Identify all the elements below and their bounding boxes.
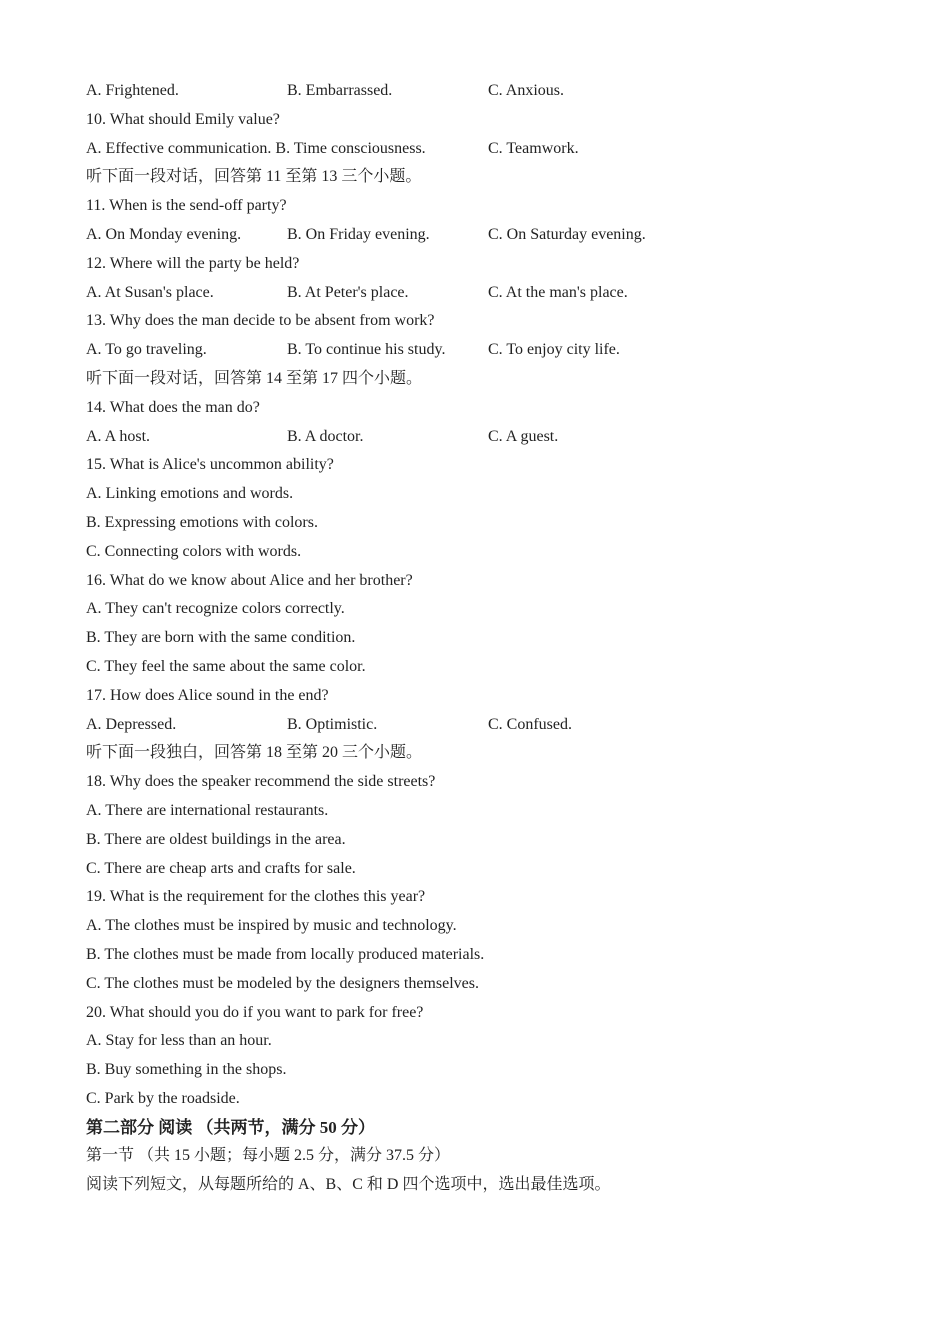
text-line: B. They are born with the same condition. <box>86 629 356 647</box>
text-line: B. Buy something in the shops. <box>86 1061 287 1079</box>
answer-options-row <box>86 221 906 250</box>
text-line: C. There are cheap arts and crafts for sale. <box>86 859 356 877</box>
text-line: A. The clothes must be inspired by music and technology. <box>86 917 457 935</box>
text-line: 20. What should you do if you want to park for free? <box>86 1003 424 1021</box>
text-line: 第一节 （共 15 小题；每小题 2.5 分，满分 37.5 分） <box>86 1147 451 1165</box>
text-line: A. They can't recognize colors correctly. <box>86 600 345 618</box>
option-c: C. Anxious. <box>488 82 565 99</box>
text-line: 16. What do we know about Alice and her brother? <box>86 571 413 589</box>
text-line: 19. What is the requirement for the clothes this year? <box>86 888 426 906</box>
option-a: A. A host. <box>86 427 151 445</box>
answer-options-row <box>86 336 906 365</box>
text-line: 听下面一段独白，回答第 18 至第 20 三个小题。 <box>86 744 423 762</box>
text-line: 阅读下列短文，从每题所给的 A、B、C 和 D 四个选项中，选出最佳选项。 <box>86 1176 611 1194</box>
option-a: A. Depressed. <box>86 715 177 733</box>
option-c: C. To enjoy city life. <box>488 341 620 359</box>
text-line: B. The clothes must be made from locally produced materials. <box>86 945 485 963</box>
option-a: A. At Susan's place. <box>86 283 214 301</box>
text-line: C. They feel the same about the same color. <box>86 657 366 675</box>
answer-options-row <box>86 135 906 164</box>
answer-options-row <box>86 711 906 740</box>
text-line: A. Linking emotions and words. <box>86 485 294 503</box>
option-b: B. A doctor. <box>287 427 364 445</box>
option-b: B. To continue his study. <box>287 341 446 359</box>
text-line: 12. Where will the party be held? <box>86 254 300 272</box>
text-line: 11. When is the send-off party? <box>86 197 287 215</box>
option-a: A. On Monday evening. <box>86 225 242 243</box>
text-line: B. Expressing emotions with colors. <box>86 513 318 531</box>
text-line: 13. Why does the man decide to be absent from work? <box>86 312 435 330</box>
text-line: 10. What should Emily value? <box>86 110 280 128</box>
text-line: 听下面一段对话，回答第 14 至第 17 四个小题。 <box>86 369 423 387</box>
text-line: 听下面一段对话，回答第 11 至第 13 三个小题。 <box>86 168 422 186</box>
text-line: B. There are oldest buildings in the area. <box>86 830 346 848</box>
option-b: B. On Friday evening. <box>287 225 430 243</box>
answer-options-row <box>86 423 906 452</box>
text-line: C. Connecting colors with words. <box>86 542 302 560</box>
option-b: B. Optimistic. <box>287 715 378 733</box>
document-page <box>86 77 906 1200</box>
option-c: C. A guest. <box>488 427 559 445</box>
text-line: A. Stay for less than an hour. <box>86 1032 272 1050</box>
text-line: A. There are international restaurants. <box>86 801 329 819</box>
answer-options-row <box>86 77 906 106</box>
section-heading: 第二部分 阅读 （共两节，满分 50 分） <box>86 1117 375 1137</box>
option-c: C. Confused. <box>488 715 572 733</box>
option-b: B. Embarrassed. <box>287 82 393 99</box>
option-c: C. Teamwork. <box>488 139 579 157</box>
option-c: C. At the man's place. <box>488 283 628 301</box>
text-line: 14. What does the man do? <box>86 398 260 416</box>
option-a: A. Effective communication. B. Time consciousness. <box>86 139 426 157</box>
option-b: B. At Peter's place. <box>287 283 409 301</box>
option-a: A. Frightened. <box>86 82 179 99</box>
option-c: C. On Saturday evening. <box>488 225 646 243</box>
answer-options-row <box>86 279 906 308</box>
option-a: A. To go traveling. <box>86 341 207 359</box>
text-line: C. The clothes must be modeled by the designers themselves. <box>86 974 479 992</box>
text-line: 15. What is Alice's uncommon ability? <box>86 456 334 474</box>
text-line: 18. Why does the speaker recommend the side streets? <box>86 773 436 791</box>
text-line: C. Park by the roadside. <box>86 1089 240 1107</box>
text-line: 17. How does Alice sound in the end? <box>86 686 329 704</box>
